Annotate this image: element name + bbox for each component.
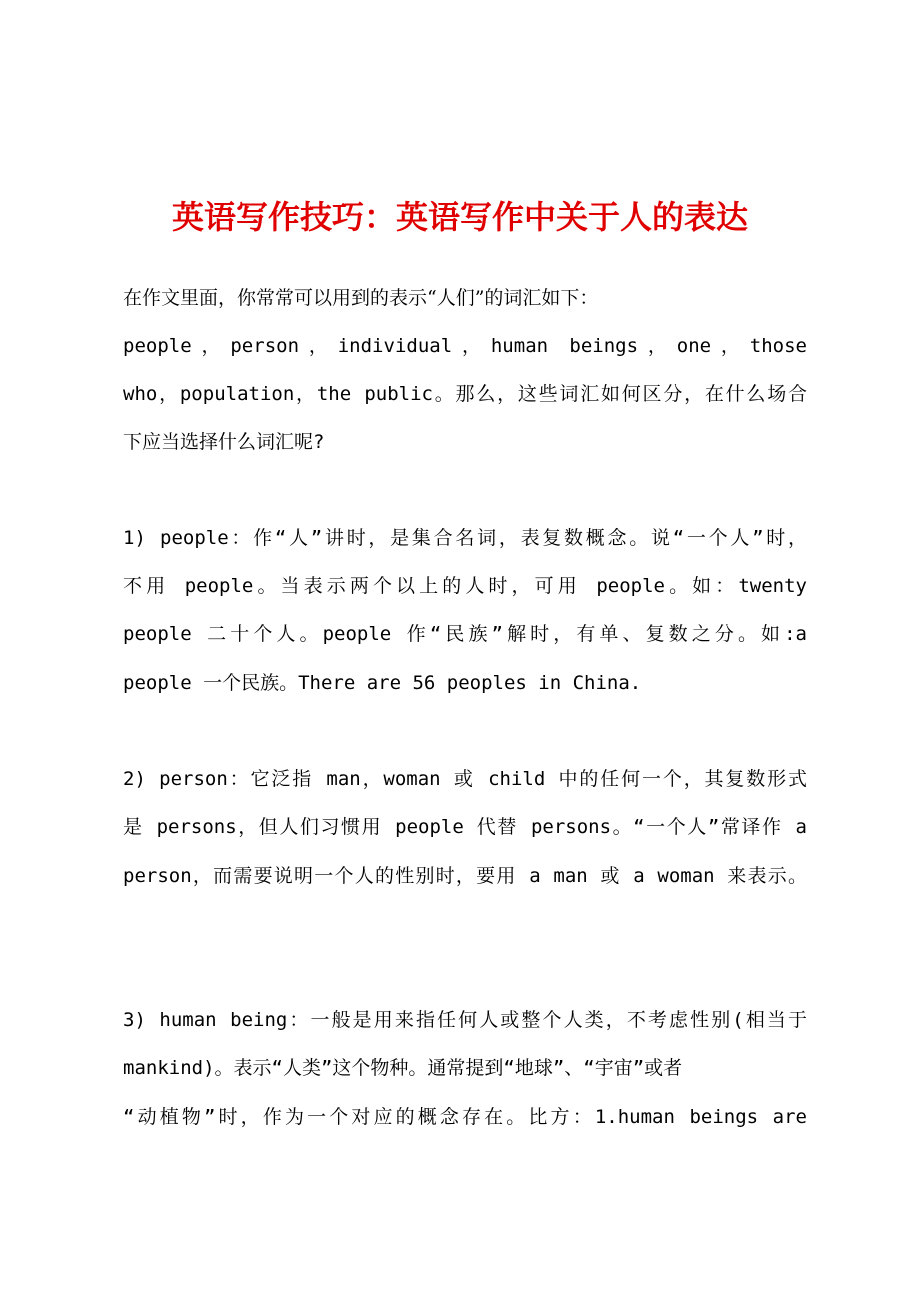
paragraph-line: 是 persons，但人们习惯用 people 代替 persons。“一个人”常译作 a xyxy=(123,816,807,838)
paragraph-line: who，population，the public。那么，这些词汇如何区分，在什么场合 xyxy=(123,383,807,405)
paragraph-line: “动植物”时，作为一个对应的概念存在。比方：1.human beings are xyxy=(123,1106,807,1128)
paragraph-line: people，person，individual，human beings，one，those xyxy=(123,335,807,357)
paragraph-line: person，而需要说明一个人的性别时，要用 a man 或 a woman 来表示。 xyxy=(123,865,807,887)
paragraph-line: people 二十个人。people 作“民族”解时，有单、复数之分。如:a xyxy=(123,623,807,645)
paragraph-line: 1) people：作“人”讲时，是集合名词，表复数概念。说“一个人”时， xyxy=(123,527,807,549)
paragraph-line: 在作文里面，你常常可以用到的表示“人们”的词汇如下： xyxy=(123,287,599,309)
paragraph-line: mankind)。表示“人类”这个物种。通常提到“地球”、“宇宙”或者 xyxy=(123,1057,683,1079)
paragraph-line: 下应当选择什么词汇呢? xyxy=(123,431,325,453)
paragraph-line: 不用 people。当表示两个以上的人时，可用 people。如：twenty xyxy=(123,575,807,597)
paragraph-line: 2) person：它泛指 man，woman 或 child 中的任何一个，其复数形式 xyxy=(123,768,807,790)
document-title: 英语写作技巧：英语写作中关于人的表达 xyxy=(171,198,748,236)
paragraph-line: people 一个民族。There are 56 peoples in China. xyxy=(123,672,642,694)
paragraph-line: 3) human being：一般是用来指任何人或整个人类，不考虑性别(相当于 xyxy=(123,1009,807,1031)
